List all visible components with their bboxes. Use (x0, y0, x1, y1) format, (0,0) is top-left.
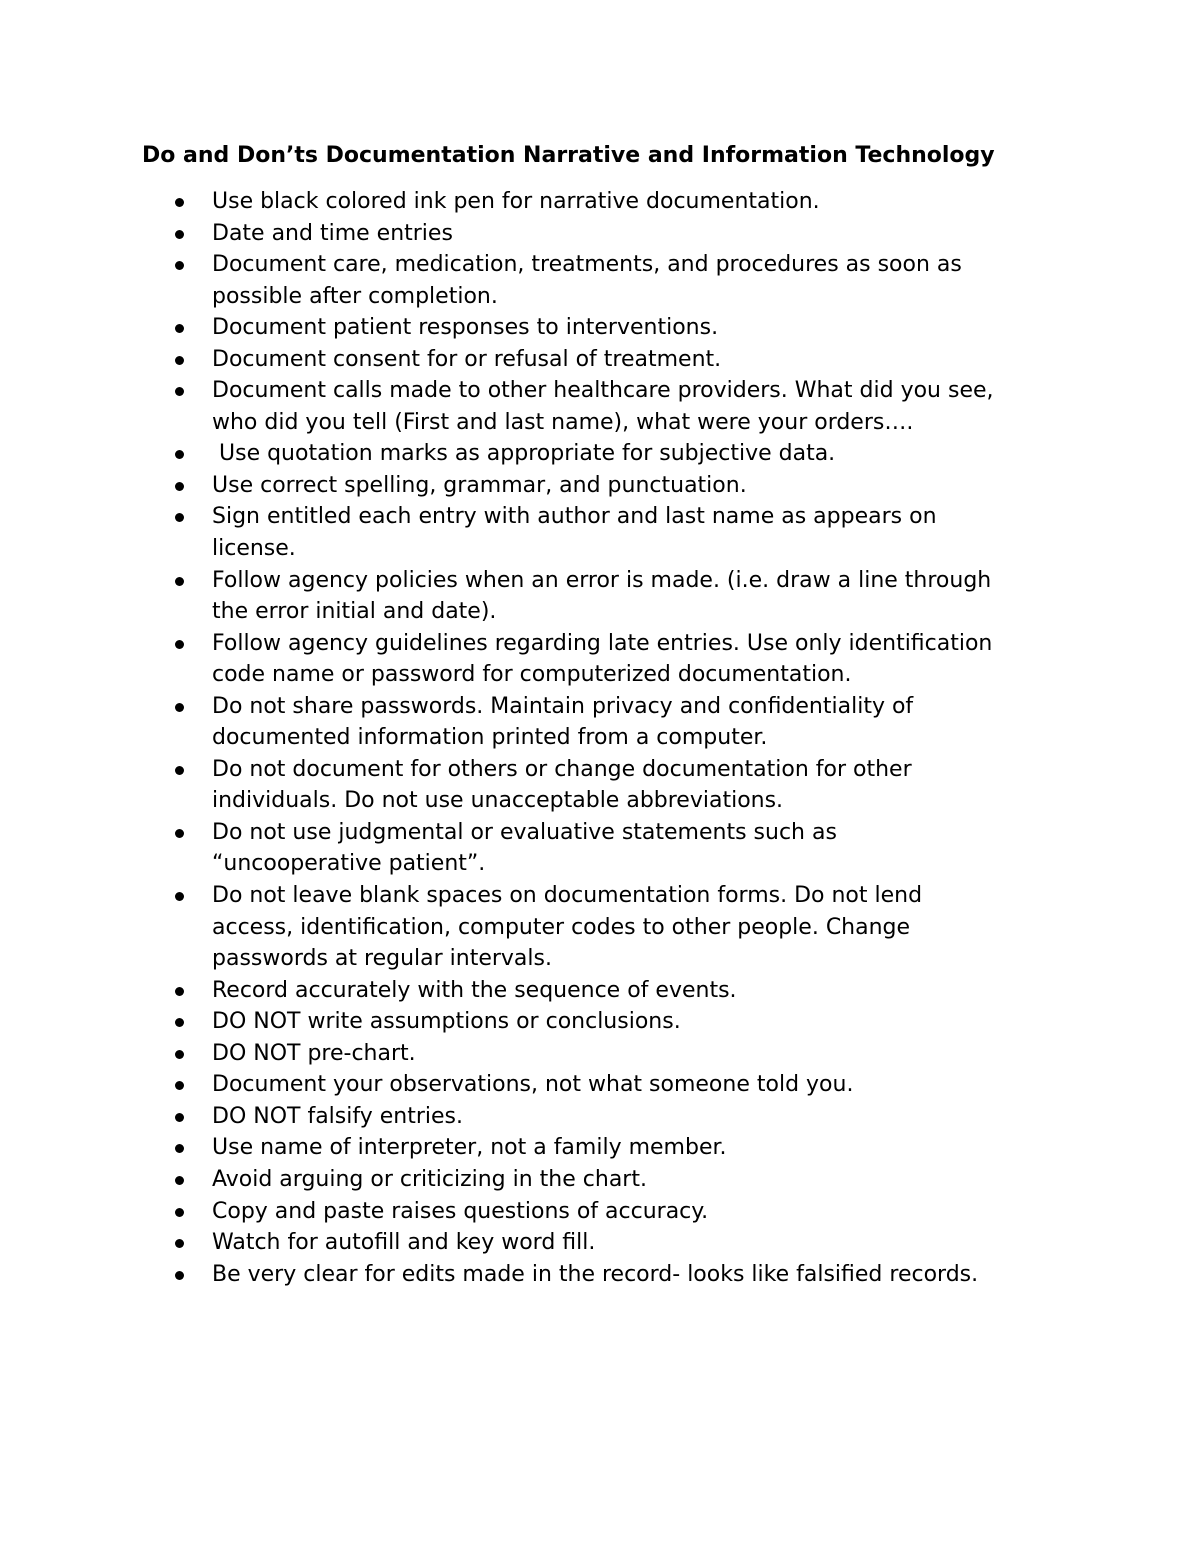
bullet-icon (175, 1208, 184, 1217)
list-item-text: Do not share passwords. Maintain privacy and confidentiality of (212, 693, 914, 719)
list-item (172, 344, 1072, 376)
list-item (172, 691, 1072, 754)
bullet-icon (175, 892, 184, 901)
list-item-text: Document consent for or refusal of treatment. (212, 346, 722, 372)
list-item-text: who did you tell (First and last name), what were your orders…. (212, 409, 914, 435)
bullet-icon (175, 513, 184, 522)
bullet-icon (175, 1271, 184, 1280)
list-item (172, 1196, 1072, 1228)
list-item (172, 470, 1072, 502)
list-item (172, 186, 1072, 218)
bullet-icon (175, 577, 184, 586)
list-item-text: Do not use judgmental or evaluative statements such as (212, 819, 837, 845)
list-item (172, 1006, 1072, 1038)
list-item-text: “uncooperative patient”. (212, 851, 486, 877)
list-item-text: Be very clear for edits made in the record- looks like falsified records. (212, 1261, 979, 1287)
list-item (172, 249, 1072, 312)
list-item (172, 1101, 1072, 1133)
bullet-icon (175, 1176, 184, 1185)
list-item-text: Watch for autofill and key word fill. (212, 1230, 596, 1256)
list-item (172, 218, 1072, 250)
list-item-text: Use quotation marks as appropriate for subjective data. (212, 441, 836, 467)
list-item-text: the error initial and date). (212, 599, 497, 625)
list-item (172, 1259, 1072, 1291)
bullet-list (172, 186, 1072, 1290)
list-item (172, 628, 1072, 691)
list-item-text: license. (212, 536, 296, 562)
bullet-icon (175, 1050, 184, 1059)
list-item (172, 1132, 1072, 1164)
list-item (172, 817, 1072, 880)
bullet-icon (175, 482, 184, 491)
bullet-icon (175, 450, 184, 459)
list-item-text: Do not document for others or change documentation for other (212, 756, 912, 782)
list-item-text: Use black colored ink pen for narrative documentation. (212, 189, 820, 214)
bullet-icon (175, 356, 184, 365)
bullet-icon (175, 987, 184, 996)
list-item-text: DO NOT write assumptions or conclusions. (212, 1009, 681, 1035)
bullet-icon (175, 1239, 184, 1248)
bullet-icon (175, 1018, 184, 1027)
list-item-text: Date and time entries (212, 220, 453, 246)
list-item-text: possible after completion. (212, 283, 498, 309)
list-item-text: Follow agency guidelines regarding late entries. Use only identification (212, 630, 993, 656)
list-item-text: DO NOT falsify entries. (212, 1103, 463, 1129)
bullet-icon (175, 230, 184, 239)
list-item-text: Use correct spelling, grammar, and punctuation. (212, 472, 747, 498)
bullet-icon (175, 640, 184, 649)
list-item (172, 1038, 1072, 1070)
list-item-text: Record accurately with the sequence of events. (212, 977, 737, 1003)
list-item (172, 501, 1072, 564)
bullet-icon (175, 1144, 184, 1153)
list-item (172, 975, 1072, 1007)
list-item (172, 565, 1072, 628)
list-item-text: Use name of interpreter, not a family member. (212, 1135, 727, 1161)
list-item (172, 1227, 1072, 1259)
list-item-text: documented information printed from a computer. (212, 725, 768, 751)
list-item-text: Document care, medication, treatments, and procedures as soon as (212, 252, 962, 278)
list-item-text: Sign entitled each entry with author and last name as appears on (212, 504, 937, 530)
list-item-text: Follow agency policies when an error is made. (i.e. draw a line through (212, 567, 992, 593)
list-item-text: Document patient responses to interventions. (212, 315, 719, 341)
list-item (172, 312, 1072, 344)
list-item-text: code name or password for computerized documentation. (212, 662, 852, 688)
bullet-icon (175, 829, 184, 838)
bullet-icon (175, 324, 184, 333)
document-title: Do and Don’ts Documentation Narrative and Information Technology (142, 143, 995, 168)
list-item-text: access, identification, computer codes to other people. Change (212, 914, 911, 940)
bullet-icon (175, 387, 184, 396)
list-item (172, 375, 1072, 438)
bullet-icon (175, 198, 184, 207)
list-item (172, 1069, 1072, 1101)
bullet-icon (175, 261, 184, 270)
bullet-icon (175, 766, 184, 775)
list-item (172, 1164, 1072, 1196)
list-item-text: individuals. Do not use unacceptable abbreviations. (212, 788, 784, 814)
list-item-text: DO NOT pre-chart. (212, 1040, 416, 1066)
list-item (172, 438, 1072, 470)
list-item-text: Document calls made to other healthcare providers. What did you see, (212, 378, 994, 404)
bullet-icon (175, 1113, 184, 1122)
list-item-text: Avoid arguing or criticizing in the chart. (212, 1166, 647, 1192)
list-item-text: Do not leave blank spaces on documentation forms. Do not lend (212, 883, 923, 909)
bullet-icon (175, 1081, 184, 1090)
list-item-text: passwords at regular intervals. (212, 946, 552, 972)
list-item-text: Copy and paste raises questions of accuracy. (212, 1198, 709, 1224)
list-item (172, 880, 1072, 975)
bullet-icon (175, 703, 184, 712)
list-item-text: Document your observations, not what someone told you. (212, 1072, 854, 1098)
list-item (172, 754, 1072, 817)
